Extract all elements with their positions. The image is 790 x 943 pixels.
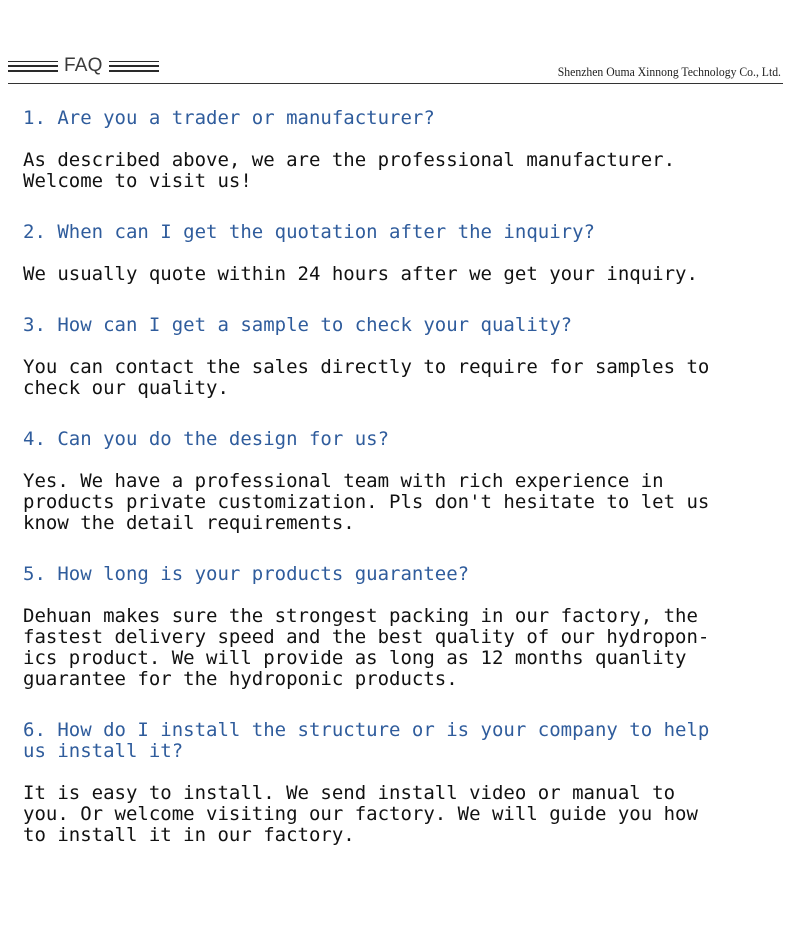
faq-item [23, 720, 763, 846]
faq-question: 4. Can you do the design for us? [23, 428, 390, 450]
faq-header [8, 55, 783, 83]
faq-item [23, 429, 763, 534]
decorative-lines-left [8, 61, 58, 72]
faq-question: 5. How long is your products guarantee? [23, 563, 470, 585]
faq-list [23, 108, 763, 876]
faq-question: 2. When can I get the quotation after the inquiry? [23, 221, 595, 243]
faq-question: 1. Are you a trader or manufacturer? [23, 107, 435, 129]
decorative-lines-right [109, 61, 159, 72]
faq-item [23, 564, 763, 690]
faq-answer: Yes. We have a professional team with rich experience in products private customization. Pls don't hesitate to let us know the detail requirements. [23, 470, 710, 534]
faq-item [23, 315, 763, 399]
faq-answer: Dehuan makes sure the strongest packing in our factory, the fastest delivery speed and the best quality of our hydropon- ics product. We will provide as long as 12 months quanlity guarantee for the hydroponic products. [23, 605, 710, 690]
header-divider [8, 83, 783, 84]
faq-heading-group [8, 55, 159, 77]
page-title: FAQ [64, 55, 103, 76]
faq-answer: It is easy to install. We send install video or manual to you. Or welcome visiting our factory. We will guide you how to install it in our factory. [23, 782, 698, 846]
faq-question: 6. How do I install the structure or is your company to help us install it? [23, 719, 710, 762]
faq-question: 3. How can I get a sample to check your quality? [23, 314, 573, 336]
faq-answer: You can contact the sales directly to require for samples to check our quality. [23, 356, 710, 399]
company-name: Shenzhen Ouma Xinnong Technology Co., Ltd. [557, 64, 781, 79]
faq-item [23, 108, 763, 192]
faq-answer: We usually quote within 24 hours after we get your inquiry. [23, 263, 698, 285]
faq-item [23, 222, 763, 285]
faq-answer: As described above, we are the professional manufacturer. Welcome to visit us! [23, 149, 676, 192]
